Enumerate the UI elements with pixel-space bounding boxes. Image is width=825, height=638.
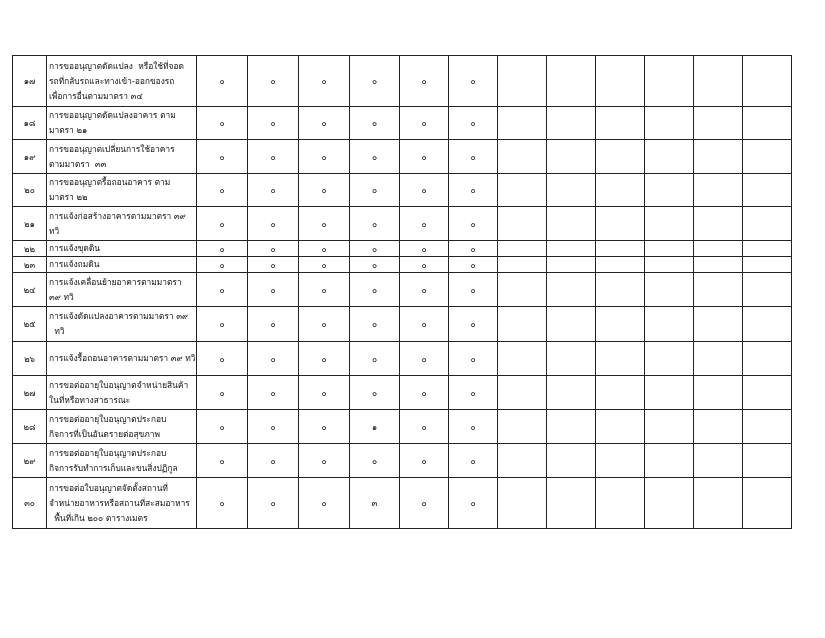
- value-cell: ๐: [248, 376, 299, 410]
- empty-cell: [694, 257, 743, 273]
- empty-cell: [547, 241, 596, 257]
- value-cell: ๐: [350, 56, 400, 107]
- value-cell: ๐: [350, 241, 400, 257]
- empty-cell: [743, 307, 792, 342]
- empty-cell: [596, 342, 645, 376]
- empty-cell: [498, 140, 547, 174]
- empty-cell: [498, 107, 547, 140]
- row-description: [47, 241, 197, 257]
- description-line: การแจ้งก่อสร้างอาคารตามมาตรา ๓๙: [49, 210, 186, 221]
- description-line: ๓๙ ทวิ: [49, 291, 74, 302]
- value-cell: ๐: [197, 241, 248, 257]
- empty-cell: [596, 241, 645, 257]
- empty-cell: [498, 478, 547, 529]
- row-number: ๒๖: [13, 342, 47, 376]
- value-cell: ๐: [400, 478, 449, 529]
- value-cell: ๐: [248, 174, 299, 207]
- value-cell: ๐: [449, 342, 498, 376]
- description-line: การแจ้งขุดดิน: [49, 243, 100, 253]
- empty-cell: [743, 257, 792, 273]
- empty-cell: [645, 207, 694, 241]
- value-cell: ๐: [197, 273, 248, 307]
- value-cell: ๐: [400, 342, 449, 376]
- empty-cell: [694, 241, 743, 257]
- value-cell: ๐: [197, 257, 248, 273]
- empty-cell: [596, 257, 645, 273]
- table-row: [13, 307, 792, 342]
- table-row: [13, 410, 792, 444]
- row-description: [47, 56, 197, 107]
- value-cell: ๐: [299, 478, 350, 529]
- value-cell: ๐: [350, 307, 400, 342]
- empty-cell: [645, 342, 694, 376]
- value-cell: ๐: [449, 140, 498, 174]
- empty-cell: [596, 56, 645, 107]
- value-cell: ๐: [400, 140, 449, 174]
- value-cell: ๐: [449, 478, 498, 529]
- description-line: การขออนุญาตรื้อถอนอาคาร ตาม: [49, 177, 171, 187]
- empty-cell: [694, 410, 743, 444]
- empty-cell: [498, 241, 547, 257]
- row-number: ๒๕: [13, 307, 47, 342]
- table-row: [13, 241, 792, 257]
- value-cell: ๐: [449, 410, 498, 444]
- row-description: [47, 107, 197, 140]
- value-cell: ๐: [197, 207, 248, 241]
- empty-cell: [498, 56, 547, 107]
- empty-cell: [743, 56, 792, 107]
- empty-cell: [645, 174, 694, 207]
- empty-cell: [498, 307, 547, 342]
- value-cell: ๐: [350, 140, 400, 174]
- empty-cell: [498, 174, 547, 207]
- value-cell: ๐: [400, 107, 449, 140]
- value-cell: ๐: [449, 241, 498, 257]
- row-description: [47, 410, 197, 444]
- value-cell: ๐: [449, 257, 498, 273]
- description-line: จำหน่ายอาหารหรือสถานที่สะสมอาหาร: [49, 497, 190, 508]
- value-cell: ๐: [350, 444, 400, 478]
- empty-cell: [743, 107, 792, 140]
- row-number: ๒๘: [13, 410, 47, 444]
- empty-cell: [547, 376, 596, 410]
- value-cell: ๐: [449, 273, 498, 307]
- empty-cell: [596, 376, 645, 410]
- description-line: การขอต่อใบอนุญาตจัดตั้งสถานที่: [49, 482, 168, 493]
- row-description: [47, 140, 197, 174]
- description-line: ทวิ: [49, 326, 65, 336]
- empty-cell: [596, 174, 645, 207]
- description-line: กิจการรับทำการเก็บและขนสิ่งปฏิกูล: [49, 462, 178, 473]
- row-number: ๒๒: [13, 241, 47, 257]
- description-line: ตามมาตรา ๓๓: [49, 158, 107, 169]
- row-number: ๒๔: [13, 273, 47, 307]
- description-line: การขอต่ออายุใบอนุญาตจำหน่ายสินค้า: [49, 379, 189, 390]
- value-cell: ๐: [449, 107, 498, 140]
- empty-cell: [694, 376, 743, 410]
- value-cell: ๐: [299, 241, 350, 257]
- description-line: การขอต่ออายุใบอนุญาตประกอบ: [49, 413, 167, 424]
- row-number: ๒๙: [13, 444, 47, 478]
- value-cell: ๐: [197, 478, 248, 529]
- row-description: [47, 342, 197, 376]
- value-cell: ๐: [197, 342, 248, 376]
- value-cell: ๐: [449, 56, 498, 107]
- empty-cell: [645, 410, 694, 444]
- value-cell: ๐: [299, 342, 350, 376]
- value-cell: ๐: [197, 56, 248, 107]
- empty-cell: [547, 257, 596, 273]
- table-row: [13, 257, 792, 273]
- empty-cell: [694, 444, 743, 478]
- value-cell: ๐: [350, 376, 400, 410]
- description-line: กิจการที่เป็นอันตรายต่อสุขภาพ: [49, 428, 161, 439]
- table-row: [13, 478, 792, 529]
- description-line: การขออนุญาตดัดแปลงอาคาร ตาม: [49, 110, 176, 120]
- description-line: การขออนุญาตเปลี่ยนการใช้อาคาร: [49, 143, 175, 154]
- table-row: [13, 140, 792, 174]
- value-cell: ๐: [449, 307, 498, 342]
- table-row: [13, 376, 792, 410]
- row-number: ๓๐: [13, 478, 47, 529]
- row-description: [47, 376, 197, 410]
- value-cell: ๐: [299, 273, 350, 307]
- value-cell: ๐: [299, 140, 350, 174]
- row-number: ๑๘: [13, 107, 47, 140]
- empty-cell: [694, 56, 743, 107]
- statistics-table: [12, 55, 792, 529]
- empty-cell: [547, 410, 596, 444]
- empty-cell: [694, 140, 743, 174]
- empty-cell: [694, 207, 743, 241]
- description-line: การแจ้งถมดิน: [49, 259, 100, 269]
- empty-cell: [498, 273, 547, 307]
- empty-cell: [645, 56, 694, 107]
- value-cell: ๐: [350, 257, 400, 273]
- value-cell: ๐: [449, 376, 498, 410]
- empty-cell: [743, 174, 792, 207]
- row-number: ๒๗: [13, 376, 47, 410]
- description-line: การขออนุญาตดัดแปลง หรือใช้ที่จอด: [49, 60, 184, 71]
- value-cell: ๐: [350, 273, 400, 307]
- empty-cell: [498, 342, 547, 376]
- empty-cell: [596, 107, 645, 140]
- value-cell: ๐: [350, 207, 400, 241]
- value-cell: ๐: [197, 107, 248, 140]
- value-cell: ๐: [248, 207, 299, 241]
- empty-cell: [645, 107, 694, 140]
- value-cell: ๐: [299, 376, 350, 410]
- empty-cell: [743, 444, 792, 478]
- empty-cell: [645, 307, 694, 342]
- value-cell: ๐: [400, 444, 449, 478]
- value-cell: ๐: [248, 257, 299, 273]
- value-cell: ๐: [248, 107, 299, 140]
- row-description: [47, 444, 197, 478]
- row-number: ๒๓: [13, 257, 47, 273]
- empty-cell: [547, 342, 596, 376]
- description-line: ในที่หรือทางสาธารณะ: [49, 394, 131, 405]
- value-cell: ๐: [449, 174, 498, 207]
- empty-cell: [645, 257, 694, 273]
- empty-cell: [694, 307, 743, 342]
- row-description: [47, 207, 197, 241]
- description-line: การแจ้งเคลื่อนย้ายอาคารตามมาตรา: [49, 276, 182, 287]
- row-description: [47, 174, 197, 207]
- value-cell: ๐: [449, 444, 498, 478]
- empty-cell: [547, 174, 596, 207]
- empty-cell: [547, 478, 596, 529]
- empty-cell: [498, 376, 547, 410]
- value-cell: ๐: [299, 207, 350, 241]
- empty-cell: [645, 273, 694, 307]
- description-line: มาตรา ๒๑: [49, 125, 88, 135]
- value-cell: ๐: [197, 376, 248, 410]
- row-description: [47, 478, 197, 529]
- row-description: [47, 307, 197, 342]
- value-cell: ๐: [400, 207, 449, 241]
- value-cell: ๐: [400, 376, 449, 410]
- row-number: ๑๗: [13, 56, 47, 107]
- description-line: มาตรา ๒๒: [49, 192, 88, 202]
- description-line: การขอต่ออายุใบอนุญาตประกอบ: [49, 447, 167, 458]
- description-line: ทวิ: [49, 225, 60, 236]
- empty-cell: [694, 107, 743, 140]
- empty-cell: [645, 376, 694, 410]
- value-cell: ๐: [400, 56, 449, 107]
- empty-cell: [743, 376, 792, 410]
- value-cell: ๐: [350, 107, 400, 140]
- empty-cell: [694, 273, 743, 307]
- description-line: รถที่กลับรถและทางเข้า-ออกของรถ: [49, 75, 175, 86]
- empty-cell: [645, 241, 694, 257]
- value-cell: ๐: [248, 273, 299, 307]
- table-row: [13, 273, 792, 307]
- empty-cell: [547, 140, 596, 174]
- row-description: [47, 273, 197, 307]
- value-cell: ๐: [400, 174, 449, 207]
- empty-cell: [743, 342, 792, 376]
- value-cell: ๐: [299, 444, 350, 478]
- table-row: [13, 207, 792, 241]
- value-cell: ๐: [350, 342, 400, 376]
- value-cell: ๐: [197, 410, 248, 444]
- description-line: การแจ้งดัดแปลงอาคารตามมาตรา ๓๙: [49, 311, 189, 321]
- description-line: เพื่อการอื่นตามมาตรา ๓๔: [49, 90, 143, 101]
- empty-cell: [547, 56, 596, 107]
- value-cell: ๐: [248, 444, 299, 478]
- row-number: ๒๐: [13, 174, 47, 207]
- empty-cell: [547, 107, 596, 140]
- empty-cell: [596, 307, 645, 342]
- empty-cell: [743, 273, 792, 307]
- empty-cell: [694, 342, 743, 376]
- value-cell: ๓: [350, 478, 400, 529]
- empty-cell: [743, 207, 792, 241]
- value-cell: ๐: [299, 56, 350, 107]
- empty-cell: [694, 478, 743, 529]
- value-cell: ๐: [400, 273, 449, 307]
- value-cell: ๐: [350, 174, 400, 207]
- value-cell: ๐: [248, 307, 299, 342]
- empty-cell: [743, 241, 792, 257]
- value-cell: ๐: [299, 257, 350, 273]
- empty-cell: [547, 307, 596, 342]
- table-row: [13, 107, 792, 140]
- empty-cell: [743, 140, 792, 174]
- value-cell: ๑: [350, 410, 400, 444]
- empty-cell: [596, 410, 645, 444]
- value-cell: ๐: [197, 140, 248, 174]
- table-row: [13, 444, 792, 478]
- description-line: พื้นที่เกิน ๒๐๐ ตารางเมตร: [49, 512, 148, 523]
- table-row: [13, 174, 792, 207]
- value-cell: ๐: [299, 107, 350, 140]
- empty-cell: [596, 444, 645, 478]
- value-cell: ๐: [248, 241, 299, 257]
- empty-cell: [743, 410, 792, 444]
- value-cell: ๐: [449, 207, 498, 241]
- value-cell: ๐: [248, 478, 299, 529]
- value-cell: ๐: [248, 140, 299, 174]
- empty-cell: [645, 444, 694, 478]
- value-cell: ๐: [299, 307, 350, 342]
- table-row: [13, 56, 792, 107]
- empty-cell: [645, 140, 694, 174]
- empty-cell: [498, 410, 547, 444]
- value-cell: ๐: [197, 444, 248, 478]
- empty-cell: [596, 140, 645, 174]
- empty-cell: [645, 478, 694, 529]
- empty-cell: [498, 257, 547, 273]
- empty-cell: [547, 444, 596, 478]
- empty-cell: [596, 478, 645, 529]
- empty-cell: [596, 207, 645, 241]
- value-cell: ๐: [400, 257, 449, 273]
- value-cell: ๐: [299, 174, 350, 207]
- value-cell: ๐: [299, 410, 350, 444]
- description-line: การแจ้งรื้อถอนอาคารตามมาตรา ๓๙ ทวิ: [49, 353, 196, 363]
- row-number: ๑๙: [13, 140, 47, 174]
- empty-cell: [694, 174, 743, 207]
- value-cell: ๐: [248, 56, 299, 107]
- value-cell: ๐: [197, 307, 248, 342]
- value-cell: ๐: [197, 174, 248, 207]
- value-cell: ๐: [400, 241, 449, 257]
- empty-cell: [498, 207, 547, 241]
- empty-cell: [498, 444, 547, 478]
- row-description: [47, 257, 197, 273]
- row-number: ๒๑: [13, 207, 47, 241]
- empty-cell: [547, 273, 596, 307]
- value-cell: ๐: [248, 410, 299, 444]
- value-cell: ๐: [400, 307, 449, 342]
- table-body: [13, 56, 792, 529]
- empty-cell: [596, 273, 645, 307]
- value-cell: ๐: [400, 410, 449, 444]
- table-row: [13, 342, 792, 376]
- empty-cell: [743, 478, 792, 529]
- value-cell: ๐: [248, 342, 299, 376]
- empty-cell: [547, 207, 596, 241]
